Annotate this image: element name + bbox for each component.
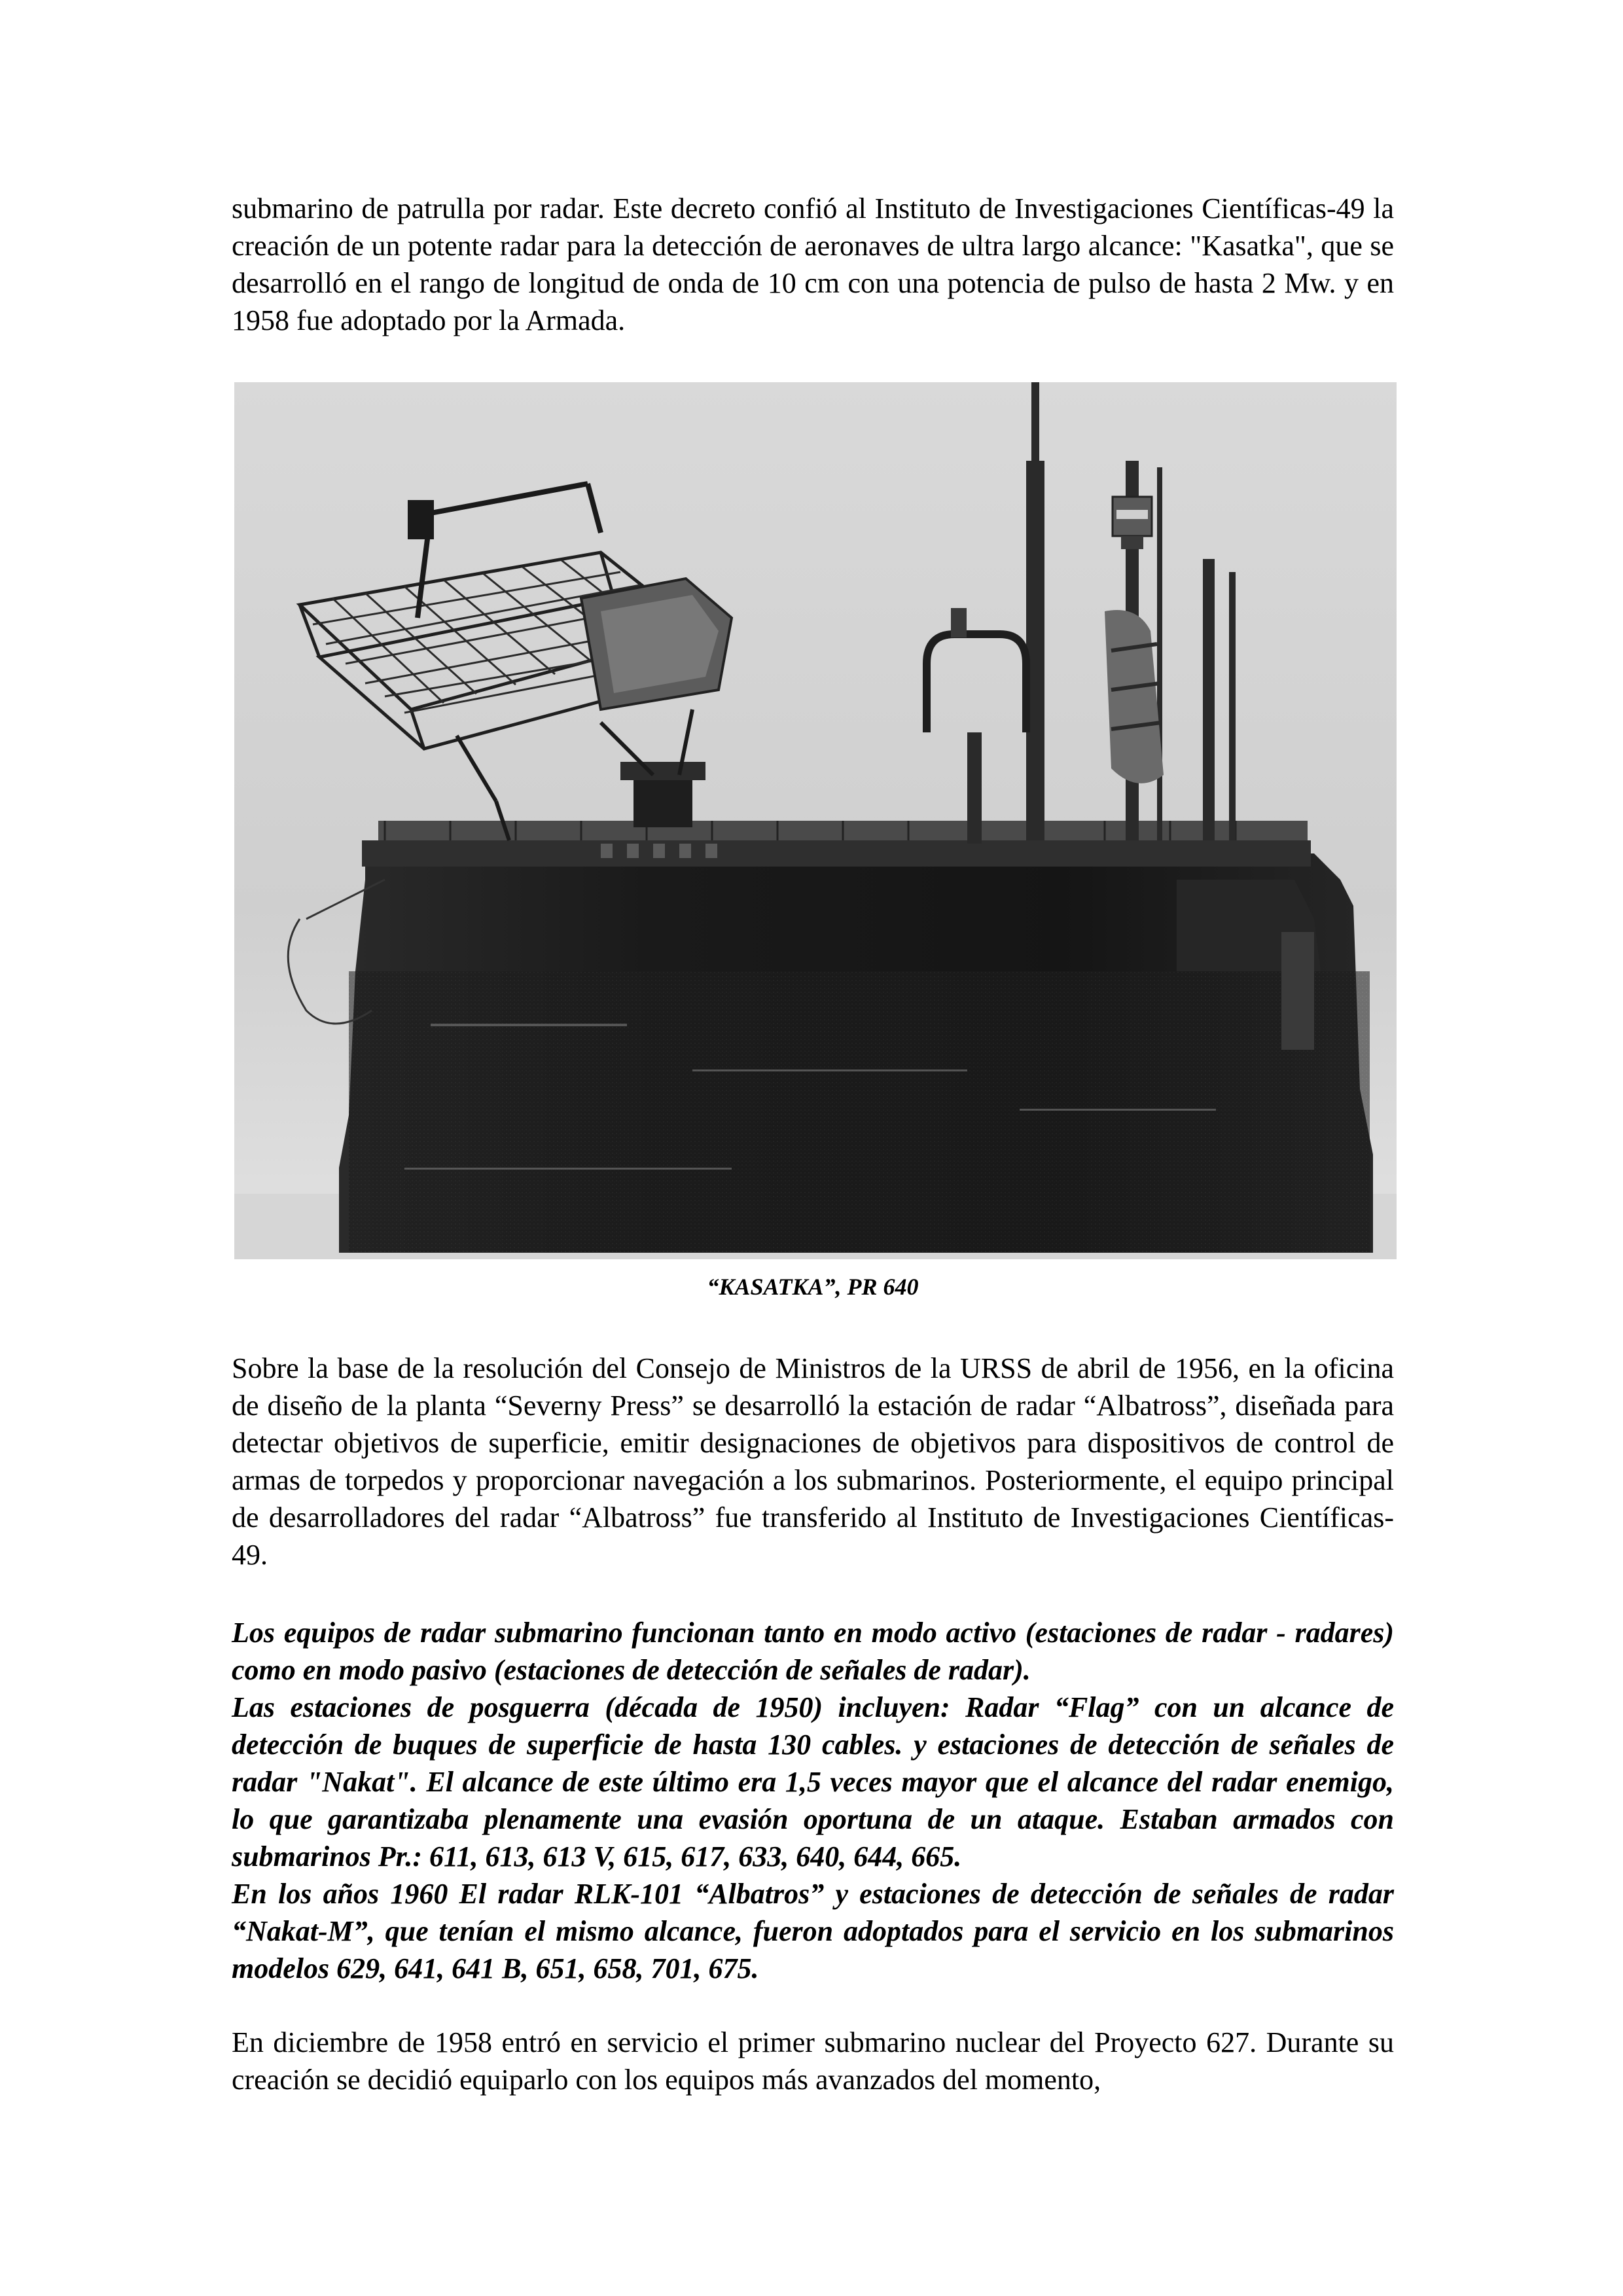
paragraph-project-627: En diciembre de 1958 entró en servicio el primer submarino nuclear del Proyecto 627. Durante su creación se decidió equiparlo con los equipos más avanzados del momento, [232,2026,1394,2096]
paragraph-radar-modes: Los equipos de radar submarino funcionan tanto en modo activo (estaciones de radar - radares) como en modo pasivo (estaciones de detección de señales de radar). [232,1617,1394,1686]
paragraph-1960s-stations: En los años 1960 El radar RLK-101 “Albatros” y estaciones de detección de señales de radar “Nakat-M”, que tenían el mismo alcance, fueron adoptados para el servicio en los submarinos modelos 629, 641, 641 B, 651, 658, 701, 675. [232,1878,1394,1984]
paragraph-albatross: Sobre la base de la resolución del Consejo de Ministros de la URSS de abril de 1956, en la oficina de diseño de la planta “Severny Press” se desarrolló la estación de radar “Albatross”, diseñada para detectar objetivos de superficie, emitir designaciones de objetivos para dispositivos de control de armas de torpedos y proporcionar navegación a los submarinos. Posteriormente, el equipo principal de desarrolladores del radar “Albatross” fue transferido al Instituto de Investigaciones Científicas-49. [232,1352,1394,1571]
paragraph-intro: submarino de patrulla por radar. Este decreto confió al Instituto de Investigaciones Científicas-49 la creación de un potente radar para la detección de aeronaves de ultra largo alcance: "Kasatka", que se desarrolló en el rango de longitud de onda de 10 cm con una potencia de pulso de hasta 2 Mw. y en 1958 fue adoptado por la Armada. [232,192,1394,336]
submarine-sail-radar-photo-icon [234,382,1397,1259]
figure-kasatka-photo [234,382,1397,1259]
document-page [232,190,1394,2098]
figure-caption: “KASATKA”, PR 640 [707,1274,919,1300]
paragraph-postwar-stations: Las estaciones de posguerra (década de 1950) incluyen: Radar “Flag” con un alcance de detección de buques de superficie de hasta 130 cables. y estaciones de detección de señales de radar "Nakat". El alcance de este último era 1,5 veces mayor que el alcance del radar enemigo, lo que garantizaba plenamente una evasión oportuna de un ataque. Estaban armados con submarinos Pr.: 611, 613, 613 V, 615, 617, 633, 640, 644, 665. [232,1691,1394,1873]
